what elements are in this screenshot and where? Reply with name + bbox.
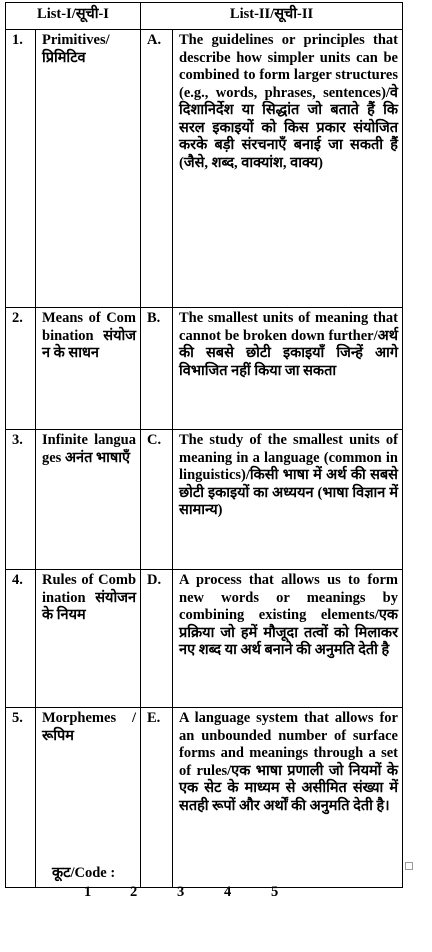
code-numbers <box>0 884 432 904</box>
match-table <box>5 2 403 888</box>
table-row <box>6 30 403 308</box>
list2-header: List-II/सूची-II <box>141 3 403 30</box>
corner-marker <box>405 862 413 870</box>
row-number: 5. <box>6 708 36 888</box>
table-header-row <box>6 3 403 30</box>
row-letter: D. <box>141 570 173 708</box>
row-letter: C. <box>141 430 173 570</box>
list1-item: Infinite languages अनंत भाषाएँ <box>36 430 141 570</box>
list2-description: The guidelines or principles that describe how simpler units can be combined to form larger structures (e.g., words, phrases, sentences)/वे दिशानिर्देश या सिद्धांत जो बताते हैं कि सरल इकाइयों को किस प्रकार संयोजित करके बड़ी संरचनाएँ बनाई जा सकती हैं (जैसे, शब्द, वाक्यांश, वाक्य) <box>173 30 403 308</box>
code-label: कूट/Code : <box>52 865 116 881</box>
list1-item: Morphemes /रूपिम <box>36 708 141 888</box>
list1-item: Rules of Combination संयोजन के नियम <box>36 570 141 708</box>
table-row <box>6 708 403 888</box>
table-row <box>6 308 403 430</box>
code-number: 3 <box>177 884 185 900</box>
list1-item: Primitives/ प्रिमिटिव <box>36 30 141 308</box>
row-number: 4. <box>6 570 36 708</box>
table-row <box>6 430 403 570</box>
row-number: 2. <box>6 308 36 430</box>
code-number: 1 <box>84 884 92 900</box>
list2-description: A language system that allows for an unbounded number of surface forms and meanings through a set of rules/एक भाषा प्रणाली जो नियमों के एक सेट के माध्यम से असीमित संख्या में सतही रूपों और अर्थों की अनुमति देती है। <box>173 708 403 888</box>
list2-description: The smallest units of meaning that cannot be broken down further/अर्थ की सबसे छोटी इकाइयाँ जिन्हें आगे विभाजित नहीं किया जा सकता <box>173 308 403 430</box>
row-letter: A. <box>141 30 173 308</box>
code-number: 4 <box>224 884 232 900</box>
row-letter: E. <box>141 708 173 888</box>
code-number: 2 <box>130 884 138 900</box>
list1-header: List-I/सूची-I <box>6 3 141 30</box>
table-row <box>6 570 403 708</box>
list2-description: A process that allows us to form new words or meanings by combining existing elements/एक प्रक्रिया जो हमें मौजूदा तत्वों को मिलाकर नए शब्द या अर्थ बनाने की अनुमति देती है <box>173 570 403 708</box>
row-letter: B. <box>141 308 173 430</box>
list1-item: Means of Combination संयोजन के साधन <box>36 308 141 430</box>
code-number: 5 <box>271 884 279 900</box>
list2-description: The study of the smallest units of meaning in a language (common in linguistics)/किसी भाषा में अर्थ की सबसे छोटी इकाइयों का अध्ययन (भाषा विज्ञान में सामान्य) <box>173 430 403 570</box>
row-number: 1. <box>6 30 36 308</box>
row-number: 3. <box>6 430 36 570</box>
